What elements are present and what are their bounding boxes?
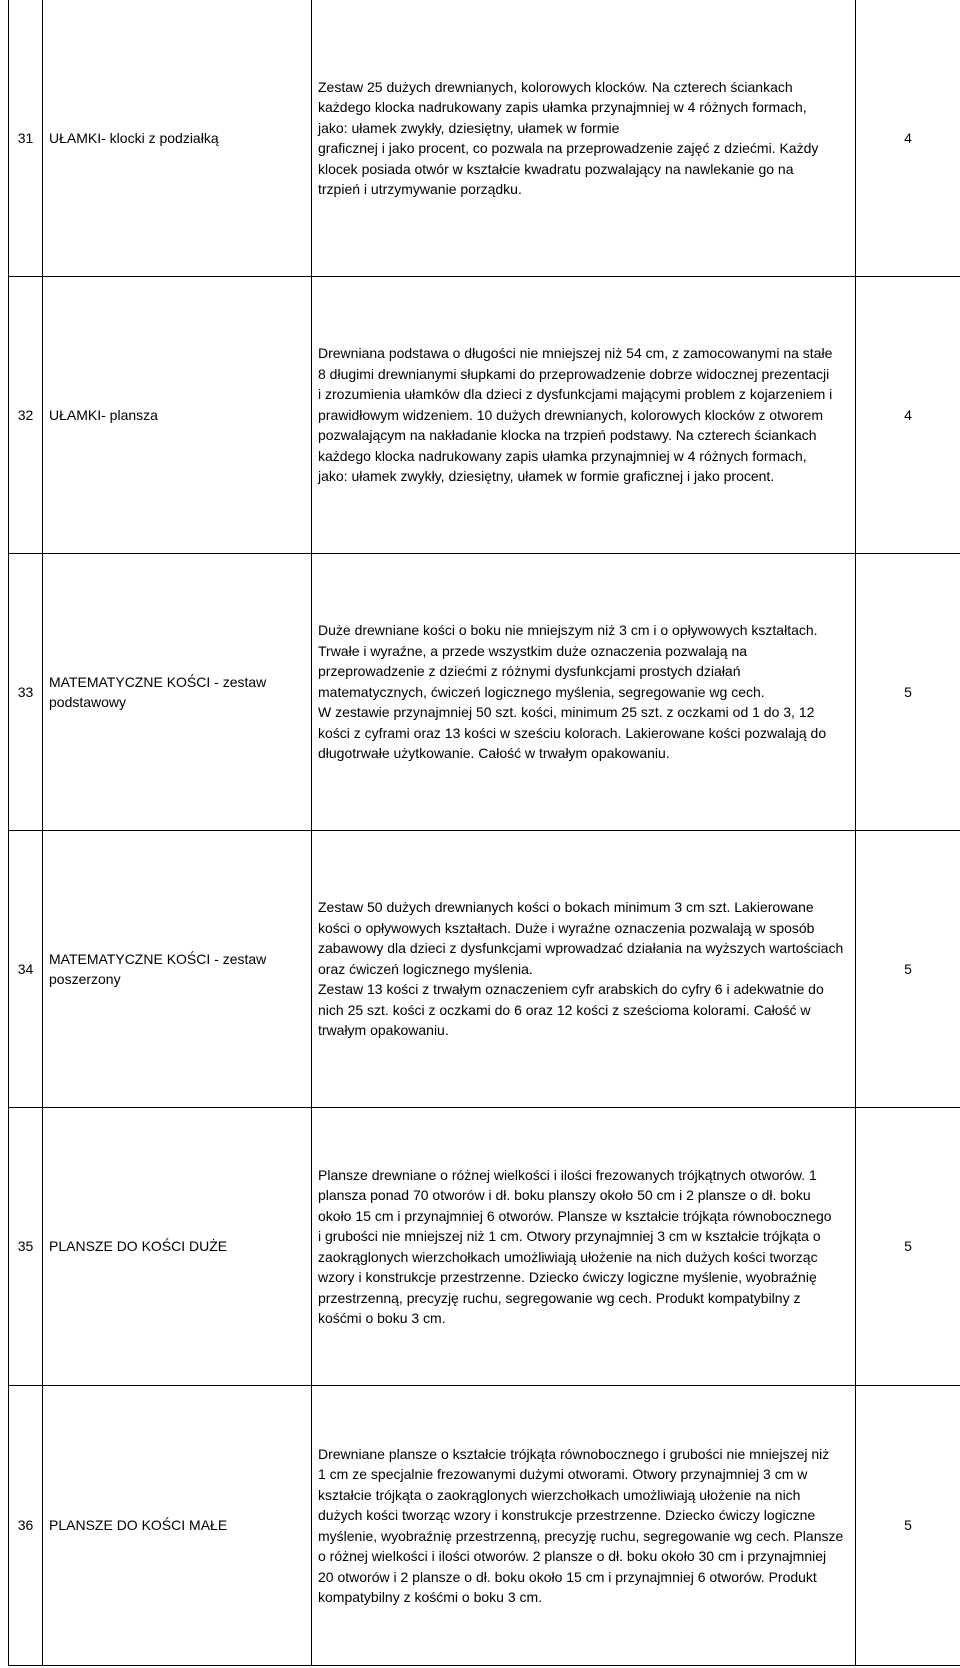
item-description: Drewniana podstawa o długości nie mniejszej niż 54 cm, z zamocowanymi na stałe 8 długimi drewnianymi słupkami do przeprowadzenie dobrze widocznej prezentacji i zrozumienia ułamków dla dzieci z dysfunkcjami mającymi problem z kojarzeniem i prawidłowym widzeniem. 10 dużych drewnianych, kolorowych klocków z otworem pozwalającym na nakładanie klocka na trzpień podstawy. Na czterech ściankach każdego klocka nadrukowany zapis ułamka przynajmniej w 4 różnych formach, jako: ułamek zwykły, dziesiętny, ułamek w formie graficznej i jako procent.	[312, 277, 856, 554]
row-number: 35	[9, 1108, 43, 1386]
item-quantity: 5	[856, 554, 960, 831]
item-description: Drewniane plansze o kształcie trójkąta równobocznego i grubości nie mniejszej niż 1 cm ze specjalnie frezowanymi dużymi otworami. Otwory przynajmniej 3 cm w kształcie trójkąta o zaokrąglonych wierzchołkach umożliwiają ułożenie na nich dużych kości tworząc wzory i konstrukcje przestrzenne. Dziecko ćwiczy logiczne myślenie, wyobraźnię przestrzenną, precyzję ruchu, segregowanie wg cech. Plansze o różnej wielkości i ilości otworów. 2 plansze o dł. boku około 30 cm i przynajmniej 20 otworów i 2 plansze o dł. boku około 15 cm i przynajmniej 6 otworów. Produkt kompatybilny z kośćmi o boku 3 cm.	[312, 1386, 856, 1666]
item-name: MATEMATYCZNE KOŚCI - zestaw podstawowy	[43, 554, 312, 831]
item-quantity: 4	[856, 277, 960, 554]
item-name: MATEMATYCZNE KOŚCI - zestaw poszerzony	[43, 831, 312, 1108]
item-description: Zestaw 50 dużych drewnianych kości o bokach minimum 3 cm szt. Lakierowane kości o opływowych kształtach. Duże i wyraźne oznaczenia pozwalają w sposób zabawowy dla dzieci z dysfunkcjami wprowadzać działania na wyższych wartościach oraz ćwiczeń logicznego myślenia. Zestaw 13 kości z trwałym oznaczeniem cyfr arabskich do cyfry 6 i adekwatnie do nich 25 szt. kości z oczkami do 6 oraz 12 kości z sześcioma kolorami. Całość w trwałym opakowaniu.	[312, 831, 856, 1108]
item-name: PLANSZE DO KOŚCI DUŻE	[43, 1108, 312, 1386]
table-row	[9, 1108, 960, 1386]
table-row	[9, 554, 960, 831]
row-number: 32	[9, 277, 43, 554]
row-number: 34	[9, 831, 43, 1108]
item-description: Plansze drewniane o różnej wielkości i ilości frezowanych trójkątnych otworów. 1 plansza ponad 70 otworów i dł. boku planszy około 50 cm i 2 plansze o dł. boku około 15 cm i przynajmniej 6 otworów. Plansze w kształcie trójkąta równobocznego i grubości nie mniejszej niż 1 cm. Otwory przynajmniej 3 cm w kształcie trójkąta o zaokrąglonych wierzchołkach umożliwiają ułożenie na nich dużych kości tworząc wzory i konstrukcje przestrzenne. Dziecko ćwiczy logiczne myślenie, wyobraźnię przestrzenną, precyzję ruchu, segregowanie wg cech. Produkt kompatybilny z kośćmi o boku 3 cm.	[312, 1108, 856, 1386]
item-name: PLANSZE DO KOŚCI MAŁE	[43, 1386, 312, 1666]
row-number: 33	[9, 554, 43, 831]
item-description: Zestaw 25 dużych drewnianych, kolorowych klocków. Na czterech ściankach każdego klocka nadrukowany zapis ułamka przynajmniej w 4 różnych formach, jako: ułamek zwykły, dziesiętny, ułamek w formie graficznej i jako procent, co pozwala na przeprowadzenie zajęć z dziećmi. Każdy klocek posiada otwór w kształcie kwadratu pozwalający na nawlekanie go na trzpień i utrzymywanie porządku.	[312, 0, 856, 277]
table-row	[9, 0, 960, 277]
specification-table	[8, 0, 960, 1666]
item-quantity: 5	[856, 831, 960, 1108]
item-quantity: 5	[856, 1108, 960, 1386]
table-row	[9, 831, 960, 1108]
item-description: Duże drewniane kości o boku nie mniejszym niż 3 cm i o opływowych kształtach. Trwałe i wyraźne, a przede wszystkim duże oznaczenia pozwalają na przeprowadzenie z dziećmi z różnymi dysfunkcjami prostych działań matematycznych, ćwiczeń logicznego myślenia, segregowanie wg cech. W zestawie przynajmniej 50 szt. kości, minimum 25 szt. z oczkami od 1 do 3, 12 kości z cyframi oraz 13 kości w sześciu kolorach. Lakierowane kości pozwalają do długotrwałe użytkowanie. Całość w trwałym opakowaniu.	[312, 554, 856, 831]
item-quantity: 4	[856, 0, 960, 277]
row-number: 36	[9, 1386, 43, 1666]
row-number: 31	[9, 0, 43, 277]
table-row	[9, 1386, 960, 1666]
table-row	[9, 277, 960, 554]
item-name: UŁAMKI- klocki z podziałką	[43, 0, 312, 277]
item-quantity: 5	[856, 1386, 960, 1666]
item-name: UŁAMKI- plansza	[43, 277, 312, 554]
